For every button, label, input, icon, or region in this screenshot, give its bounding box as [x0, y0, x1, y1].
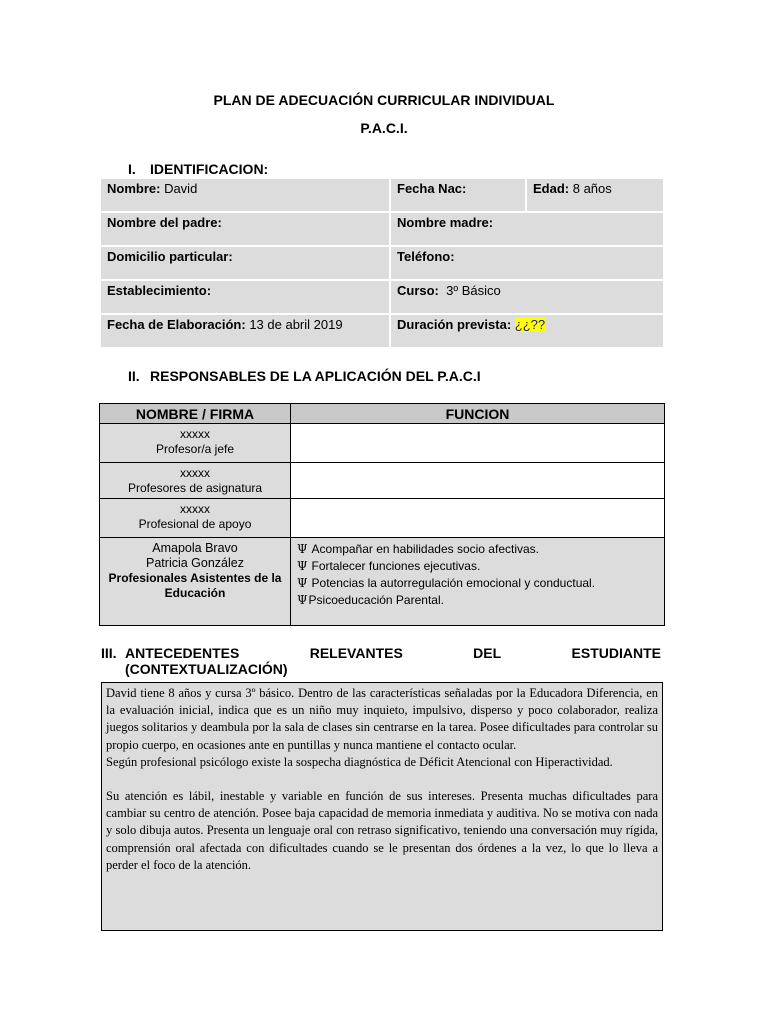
funciones-list [291, 538, 665, 626]
list-item: Ψ Potencias la autorregulación emocional y conductual. [297, 576, 596, 590]
psi-bullet-icon: Ψ [297, 576, 308, 590]
field-establecimiento: Establecimiento: [101, 280, 390, 314]
field-nombre-padre: Nombre del padre: [101, 212, 390, 246]
field-nombre: Nombre: David [101, 179, 390, 212]
field-edad: Edad: 8 años [526, 179, 663, 212]
section-identificacion-heading: I. IDENTIFICACION: [128, 161, 269, 177]
col-header-nombre: NOMBRE / FIRMA [100, 404, 291, 424]
section-antecedentes-heading: III. ANTECEDENTES RELEVANTES DEL ESTUDIANTE (CONTEXTUALIZACIÓN) [101, 645, 661, 677]
funcion-cell [291, 463, 665, 499]
document-title: PLAN DE ADECUACIÓN CURRICULAR INDIVIDUAL [213, 92, 555, 108]
duracion-highlight: ¿¿?? [514, 317, 546, 332]
funcion-cell [291, 424, 665, 463]
psi-bullet-icon: Ψ [297, 559, 308, 573]
field-fecha-nac: Fecha Nac: [390, 179, 526, 212]
funcion-cell [291, 499, 665, 538]
table-row: xxxxx Profesores de asignatura [100, 463, 665, 499]
col-header-funcion: FUNCION [291, 404, 665, 424]
field-telefono: Teléfono: [390, 246, 663, 280]
psi-bullet-icon: Ψ [297, 593, 308, 607]
antecedentes-text-box [101, 682, 663, 931]
field-duracion-prevista: Duración prevista: ¿¿?? [390, 314, 663, 348]
list-item: Ψ Fortalecer funciones ejecutivas. [297, 559, 481, 573]
list-item: ΨPsicoeducación Parental. [297, 593, 444, 607]
identification-table [101, 179, 663, 349]
field-domicilio: Domicilio particular: [101, 246, 390, 280]
table-row: xxxxx Profesional de apoyo [100, 499, 665, 538]
responsables-table [99, 403, 665, 626]
section-responsables-heading: II. RESPONSABLES DE LA APLICACIÓN DEL P.A.C.I [128, 368, 481, 384]
field-curso: Curso: 3º Básico [390, 280, 663, 314]
role-label: Profesionales Asistentes de la Educación [108, 571, 282, 600]
psi-bullet-icon: Ψ [297, 542, 308, 556]
field-fecha-elaboracion: Fecha de Elaboración: 13 de abril 2019 [101, 314, 390, 348]
paragraph: Su atención es lábil, inestable y variable en función de sus intereses. Presenta muchas dificultades para cambiar su centro de atención. Posee baja capacidad de memoria inmediata y auditiva. No se motiva con nada y solo dibuja autos. Presenta un lenguaje oral con retraso significativo, teniendo una conversación muy rígida, comprensión oral afectada con dificultades cuando se le presentan dos órdenes a la vez, lo que lo lleva a perder el foco de la atención. [106, 789, 658, 872]
field-nombre-madre: Nombre madre: [390, 212, 663, 246]
paragraph: David tiene 8 años y cursa 3º básico. Dentro de las características señaladas por la Educadora Diferencia, en la evaluación inicial, indica que es un niño muy inquieto, impulsivo, disperso y poco colaborador, realiza juegos solitarios y deambula por la sala de clases sin centrarse en la tarea. Posee dificultades para controlar su propio cuerpo, en ocasiones ante en puntillas y nunca mantiene el contacto ocular. [106, 686, 658, 752]
table-row: xxxxx Profesor/a jefe [100, 424, 665, 463]
list-item: Ψ Acompañar en habilidades socio afectivas. [297, 542, 539, 556]
paragraph: Según profesional psicólogo existe la sospecha diagnóstica de Déficit Atencional con Hiperactividad. [106, 754, 613, 769]
document-subtitle: P.A.C.I. [360, 120, 408, 136]
table-row: Amapola Bravo Patricia González Profesionales Asistentes de la Educación Ψ Acompañar en habilidades socio afectivas. Ψ Fortalecer funciones ejecutivas. Ψ Potencias la autorregulación emocional y conductual. ΨPsicoeducación Parental. [100, 538, 665, 626]
